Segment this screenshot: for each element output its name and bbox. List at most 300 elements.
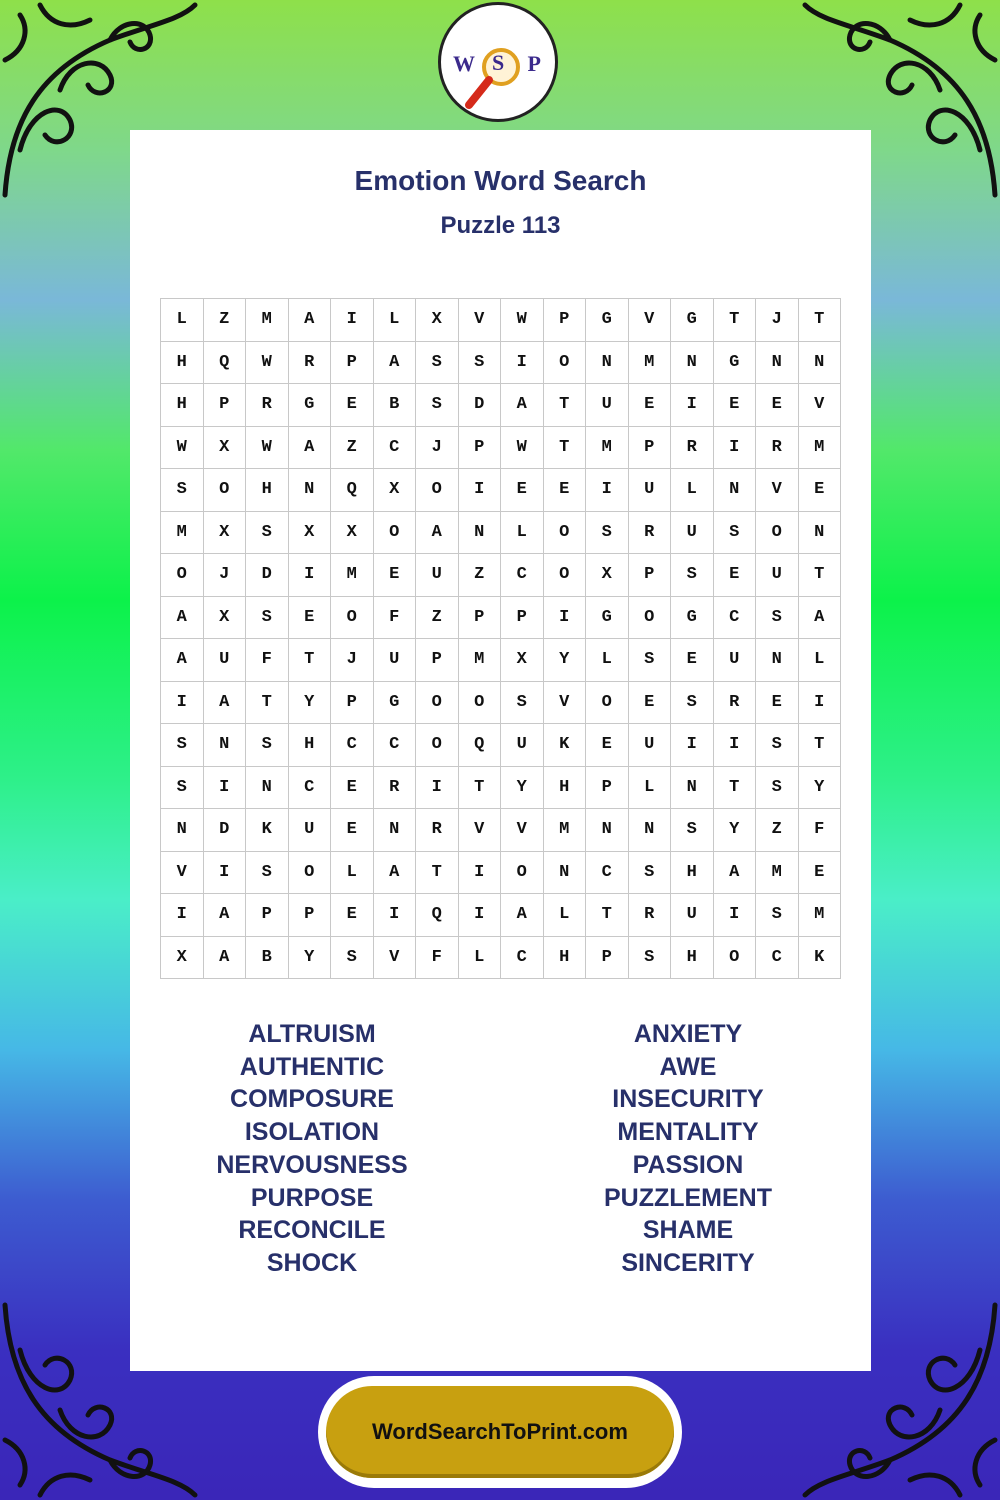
grid-cell: I: [458, 469, 501, 512]
grid-cell: P: [458, 426, 501, 469]
logo-letter-p: P: [527, 51, 541, 76]
grid-cell: R: [288, 341, 331, 384]
logo-letter-w: W: [453, 51, 475, 76]
grid-cell: J: [756, 299, 799, 342]
grid-cell: N: [671, 341, 714, 384]
grid-cell: I: [501, 341, 544, 384]
grid-cell: O: [458, 681, 501, 724]
grid-cell: E: [671, 639, 714, 682]
grid-cell: S: [161, 724, 204, 767]
grid-cell: U: [756, 554, 799, 597]
grid-cell: X: [203, 596, 246, 639]
grid-cell: C: [501, 554, 544, 597]
grid-cell: P: [331, 681, 374, 724]
grid-cell: O: [628, 596, 671, 639]
grid-cell: I: [458, 851, 501, 894]
grid-cell: A: [373, 341, 416, 384]
grid-cell: Y: [543, 639, 586, 682]
footer-badge[interactable]: [318, 1376, 682, 1488]
word-list-item: AUTHENTIC: [239, 1052, 385, 1081]
grid-cell: X: [203, 426, 246, 469]
grid-cell: S: [756, 894, 799, 937]
grid-cell: L: [331, 851, 374, 894]
grid-cell: S: [586, 511, 629, 554]
grid-cell: L: [543, 894, 586, 937]
grid-row: [161, 299, 841, 342]
grid-cell: C: [373, 724, 416, 767]
grid-cell: P: [458, 596, 501, 639]
grid-cell: I: [161, 894, 204, 937]
grid-cell: P: [586, 936, 629, 979]
grid-cell: R: [628, 894, 671, 937]
grid-cell: E: [798, 851, 841, 894]
grid-cell: N: [373, 809, 416, 852]
word-list-item: ANXIETY: [633, 1020, 743, 1048]
grid-row: [161, 554, 841, 597]
grid-cell: K: [798, 936, 841, 979]
grid-cell: N: [586, 809, 629, 852]
grid-cell: C: [373, 426, 416, 469]
word-list-item: SHAME: [642, 1216, 734, 1245]
grid-cell: M: [586, 426, 629, 469]
logo-letter-s: S: [492, 50, 505, 75]
grid-cell: B: [246, 936, 289, 979]
grid-cell: G: [671, 596, 714, 639]
grid-row: [161, 851, 841, 894]
grid-cell: I: [203, 851, 246, 894]
grid-cell: A: [373, 851, 416, 894]
grid-cell: U: [288, 809, 331, 852]
grid-cell: S: [628, 851, 671, 894]
grid-cell: P: [331, 341, 374, 384]
grid-row: [161, 639, 841, 682]
grid-cell: U: [628, 469, 671, 512]
grid-cell: I: [713, 426, 756, 469]
grid-cell: A: [501, 894, 544, 937]
grid-cell: N: [161, 809, 204, 852]
page-title: Emotion Word Search: [354, 165, 647, 196]
grid-row: [161, 809, 841, 852]
grid-cell: V: [543, 681, 586, 724]
grid-cell: U: [586, 384, 629, 427]
grid-cell: L: [458, 936, 501, 979]
grid-cell: O: [331, 596, 374, 639]
grid-cell: R: [246, 384, 289, 427]
grid-cell: V: [458, 299, 501, 342]
grid-cell: V: [373, 936, 416, 979]
grid-cell: A: [798, 596, 841, 639]
grid-row: [161, 936, 841, 979]
grid-cell: L: [373, 299, 416, 342]
grid-cell: W: [501, 426, 544, 469]
grid-cell: I: [671, 724, 714, 767]
grid-cell: S: [756, 596, 799, 639]
grid-cell: N: [756, 639, 799, 682]
grid-cell: F: [798, 809, 841, 852]
grid-cell: Q: [203, 341, 246, 384]
grid-cell: S: [161, 469, 204, 512]
grid-cell: T: [288, 639, 331, 682]
grid-cell: M: [543, 809, 586, 852]
word-list-item: MENTALITY: [617, 1118, 759, 1147]
grid-cell: H: [671, 851, 714, 894]
grid-cell: O: [416, 724, 459, 767]
grid-cell: V: [756, 469, 799, 512]
grid-cell: I: [458, 894, 501, 937]
grid-cell: I: [331, 299, 374, 342]
grid-cell: E: [543, 469, 586, 512]
grid-cell: G: [713, 341, 756, 384]
grid-cell: E: [713, 384, 756, 427]
word-list-item: PURPOSE: [250, 1183, 374, 1212]
grid-cell: M: [798, 894, 841, 937]
word-list-item: AWE: [659, 1052, 717, 1081]
grid-cell: I: [671, 384, 714, 427]
word-list-item: SHOCK: [266, 1248, 358, 1277]
grid-row: [161, 894, 841, 937]
grid-cell: I: [543, 596, 586, 639]
grid-cell: H: [246, 469, 289, 512]
grid-cell: G: [586, 299, 629, 342]
grid-cell: V: [458, 809, 501, 852]
word-list-item: PASSION: [632, 1150, 744, 1179]
grid-cell: W: [161, 426, 204, 469]
grid-cell: T: [458, 766, 501, 809]
grid-cell: S: [416, 341, 459, 384]
grid-cell: T: [416, 851, 459, 894]
grid-cell: O: [288, 851, 331, 894]
grid-cell: U: [671, 894, 714, 937]
grid-cell: M: [246, 299, 289, 342]
site-link[interactable]: WordSearchToPrint.com: [326, 1386, 674, 1478]
grid-cell: S: [756, 766, 799, 809]
grid-cell: T: [798, 299, 841, 342]
grid-cell: S: [671, 554, 714, 597]
grid-cell: A: [501, 384, 544, 427]
grid-cell: R: [713, 681, 756, 724]
grid-cell: E: [628, 681, 671, 724]
grid-cell: U: [628, 724, 671, 767]
grid-cell: Z: [416, 596, 459, 639]
grid-cell: I: [586, 469, 629, 512]
grid-cell: L: [671, 469, 714, 512]
grid-cell: N: [586, 341, 629, 384]
grid-cell: G: [671, 299, 714, 342]
grid-cell: X: [501, 639, 544, 682]
grid-cell: S: [246, 511, 289, 554]
grid-cell: Y: [798, 766, 841, 809]
grid-cell: N: [628, 809, 671, 852]
grid-row: [161, 384, 841, 427]
grid-cell: H: [671, 936, 714, 979]
grid-cell: P: [416, 639, 459, 682]
word-list-item: RECONCILE: [238, 1216, 386, 1245]
grid-cell: S: [628, 936, 671, 979]
grid-cell: U: [416, 554, 459, 597]
grid-cell: U: [713, 639, 756, 682]
grid-cell: P: [586, 766, 629, 809]
grid-cell: J: [416, 426, 459, 469]
word-list-item: SINCERITY: [621, 1248, 755, 1277]
grid-cell: A: [161, 639, 204, 682]
grid-cell: S: [628, 639, 671, 682]
grid-cell: C: [288, 766, 331, 809]
grid-cell: Z: [458, 554, 501, 597]
grid-cell: V: [628, 299, 671, 342]
grid-cell: H: [161, 341, 204, 384]
grid-cell: U: [203, 639, 246, 682]
grid-cell: S: [713, 511, 756, 554]
grid-cell: S: [246, 851, 289, 894]
puzzle-number: Puzzle 113: [440, 212, 561, 239]
site-logo[interactable]: [438, 2, 558, 122]
grid-cell: K: [543, 724, 586, 767]
grid-cell: X: [373, 469, 416, 512]
word-list-item: INSECURITY: [612, 1085, 764, 1114]
grid-cell: R: [373, 766, 416, 809]
grid-cell: O: [713, 936, 756, 979]
grid-cell: U: [671, 511, 714, 554]
grid-cell: T: [713, 766, 756, 809]
grid-cell: X: [161, 936, 204, 979]
grid-cell: N: [246, 766, 289, 809]
grid-cell: V: [501, 809, 544, 852]
grid-cell: Q: [416, 894, 459, 937]
grid-cell: W: [501, 299, 544, 342]
grid-cell: X: [203, 511, 246, 554]
grid-cell: R: [416, 809, 459, 852]
grid-cell: E: [713, 554, 756, 597]
grid-cell: S: [458, 341, 501, 384]
grid-cell: I: [713, 724, 756, 767]
grid-cell: M: [458, 639, 501, 682]
grid-cell: T: [543, 426, 586, 469]
grid-cell: E: [331, 809, 374, 852]
grid-cell: D: [458, 384, 501, 427]
grid-cell: J: [203, 554, 246, 597]
grid-cell: K: [246, 809, 289, 852]
grid-cell: E: [586, 724, 629, 767]
grid-cell: T: [713, 299, 756, 342]
grid-cell: T: [798, 724, 841, 767]
grid-cell: N: [203, 724, 246, 767]
grid-cell: A: [203, 681, 246, 724]
grid-cell: D: [246, 554, 289, 597]
grid-cell: T: [798, 554, 841, 597]
grid-cell: U: [373, 639, 416, 682]
grid-cell: G: [373, 681, 416, 724]
letter-grid: [160, 298, 841, 979]
grid-cell: E: [756, 681, 799, 724]
grid-cell: N: [543, 851, 586, 894]
grid-cell: O: [373, 511, 416, 554]
grid-cell: O: [586, 681, 629, 724]
grid-cell: I: [288, 554, 331, 597]
grid-cell: V: [161, 851, 204, 894]
grid-cell: N: [713, 469, 756, 512]
grid-cell: A: [713, 851, 756, 894]
grid-cell: G: [586, 596, 629, 639]
grid-cell: E: [756, 384, 799, 427]
grid-cell: E: [331, 766, 374, 809]
grid-cell: Y: [501, 766, 544, 809]
puzzle-sheet: [130, 130, 871, 1371]
grid-cell: I: [373, 894, 416, 937]
grid-row: [161, 766, 841, 809]
grid-cell: I: [798, 681, 841, 724]
grid-cell: N: [671, 766, 714, 809]
word-list-item: COMPOSURE: [230, 1085, 394, 1114]
grid-cell: R: [756, 426, 799, 469]
grid-cell: E: [331, 894, 374, 937]
grid-cell: C: [501, 936, 544, 979]
word-list-item: PUZZLEMENT: [603, 1183, 773, 1212]
grid-cell: S: [671, 681, 714, 724]
grid-cell: O: [543, 341, 586, 384]
grid-cell: E: [331, 384, 374, 427]
grid-cell: N: [756, 341, 799, 384]
grid-cell: E: [373, 554, 416, 597]
grid-cell: J: [331, 639, 374, 682]
grid-cell: A: [203, 936, 246, 979]
grid-cell: M: [331, 554, 374, 597]
grid-cell: C: [586, 851, 629, 894]
grid-cell: R: [671, 426, 714, 469]
grid-cell: P: [203, 384, 246, 427]
grid-cell: Z: [203, 299, 246, 342]
grid-cell: Z: [756, 809, 799, 852]
grid-cell: A: [288, 426, 331, 469]
grid-cell: S: [161, 766, 204, 809]
grid-cell: M: [628, 341, 671, 384]
grid-cell: E: [798, 469, 841, 512]
grid-cell: L: [586, 639, 629, 682]
grid-cell: E: [628, 384, 671, 427]
grid-cell: L: [628, 766, 671, 809]
grid-cell: A: [416, 511, 459, 554]
grid-cell: T: [543, 384, 586, 427]
grid-cell: S: [331, 936, 374, 979]
grid-cell: N: [798, 511, 841, 554]
grid-cell: F: [373, 596, 416, 639]
grid-cell: Y: [288, 681, 331, 724]
grid-cell: H: [543, 766, 586, 809]
word-list-left: [147, 1018, 477, 1280]
grid-cell: X: [586, 554, 629, 597]
grid-cell: S: [756, 724, 799, 767]
grid-cell: Y: [288, 936, 331, 979]
grid-cell: T: [586, 894, 629, 937]
grid-cell: U: [501, 724, 544, 767]
word-list-item: NERVOUSNESS: [216, 1150, 408, 1179]
grid-cell: I: [161, 681, 204, 724]
grid-cell: S: [671, 809, 714, 852]
grid-cell: X: [288, 511, 331, 554]
grid-row: [161, 426, 841, 469]
grid-cell: O: [501, 851, 544, 894]
grid-cell: F: [246, 639, 289, 682]
grid-cell: O: [203, 469, 246, 512]
grid-cell: H: [543, 936, 586, 979]
grid-cell: T: [246, 681, 289, 724]
word-list-right: [523, 1018, 853, 1280]
grid-cell: P: [501, 596, 544, 639]
grid-cell: L: [501, 511, 544, 554]
grid-cell: S: [416, 384, 459, 427]
grid-row: [161, 341, 841, 384]
grid-cell: O: [543, 554, 586, 597]
grid-cell: X: [331, 511, 374, 554]
grid-cell: O: [756, 511, 799, 554]
grid-cell: V: [798, 384, 841, 427]
grid-cell: W: [246, 341, 289, 384]
grid-cell: O: [416, 469, 459, 512]
grid-cell: S: [246, 724, 289, 767]
grid-cell: C: [331, 724, 374, 767]
grid-cell: W: [246, 426, 289, 469]
grid-cell: Z: [331, 426, 374, 469]
grid-cell: S: [501, 681, 544, 724]
grid-cell: H: [161, 384, 204, 427]
grid-cell: P: [628, 426, 671, 469]
grid-cell: O: [543, 511, 586, 554]
grid-cell: P: [246, 894, 289, 937]
word-list-item: ALTRUISM: [248, 1020, 376, 1048]
grid-cell: Q: [458, 724, 501, 767]
grid-cell: D: [203, 809, 246, 852]
grid-cell: O: [416, 681, 459, 724]
grid-cell: N: [288, 469, 331, 512]
grid-cell: E: [288, 596, 331, 639]
grid-row: [161, 681, 841, 724]
grid-cell: H: [288, 724, 331, 767]
grid-cell: S: [246, 596, 289, 639]
grid-cell: X: [416, 299, 459, 342]
grid-cell: R: [628, 511, 671, 554]
grid-cell: G: [288, 384, 331, 427]
grid-row: [161, 511, 841, 554]
grid-cell: A: [288, 299, 331, 342]
grid-cell: O: [161, 554, 204, 597]
grid-cell: I: [203, 766, 246, 809]
grid-cell: C: [713, 596, 756, 639]
grid-cell: E: [501, 469, 544, 512]
grid-cell: A: [203, 894, 246, 937]
grid-cell: A: [161, 596, 204, 639]
grid-row: [161, 596, 841, 639]
grid-cell: N: [458, 511, 501, 554]
grid-cell: I: [713, 894, 756, 937]
grid-cell: L: [161, 299, 204, 342]
grid-row: [161, 724, 841, 767]
grid-cell: B: [373, 384, 416, 427]
grid-cell: Y: [713, 809, 756, 852]
grid-cell: M: [161, 511, 204, 554]
grid-cell: N: [798, 341, 841, 384]
grid-cell: P: [628, 554, 671, 597]
grid-cell: P: [543, 299, 586, 342]
grid-cell: C: [756, 936, 799, 979]
word-list-item: ISOLATION: [244, 1118, 380, 1147]
grid-cell: I: [416, 766, 459, 809]
grid-cell: F: [416, 936, 459, 979]
grid-cell: M: [756, 851, 799, 894]
grid-cell: P: [288, 894, 331, 937]
grid-cell: Q: [331, 469, 374, 512]
grid-row: [161, 469, 841, 512]
grid-cell: M: [798, 426, 841, 469]
grid-cell: L: [798, 639, 841, 682]
